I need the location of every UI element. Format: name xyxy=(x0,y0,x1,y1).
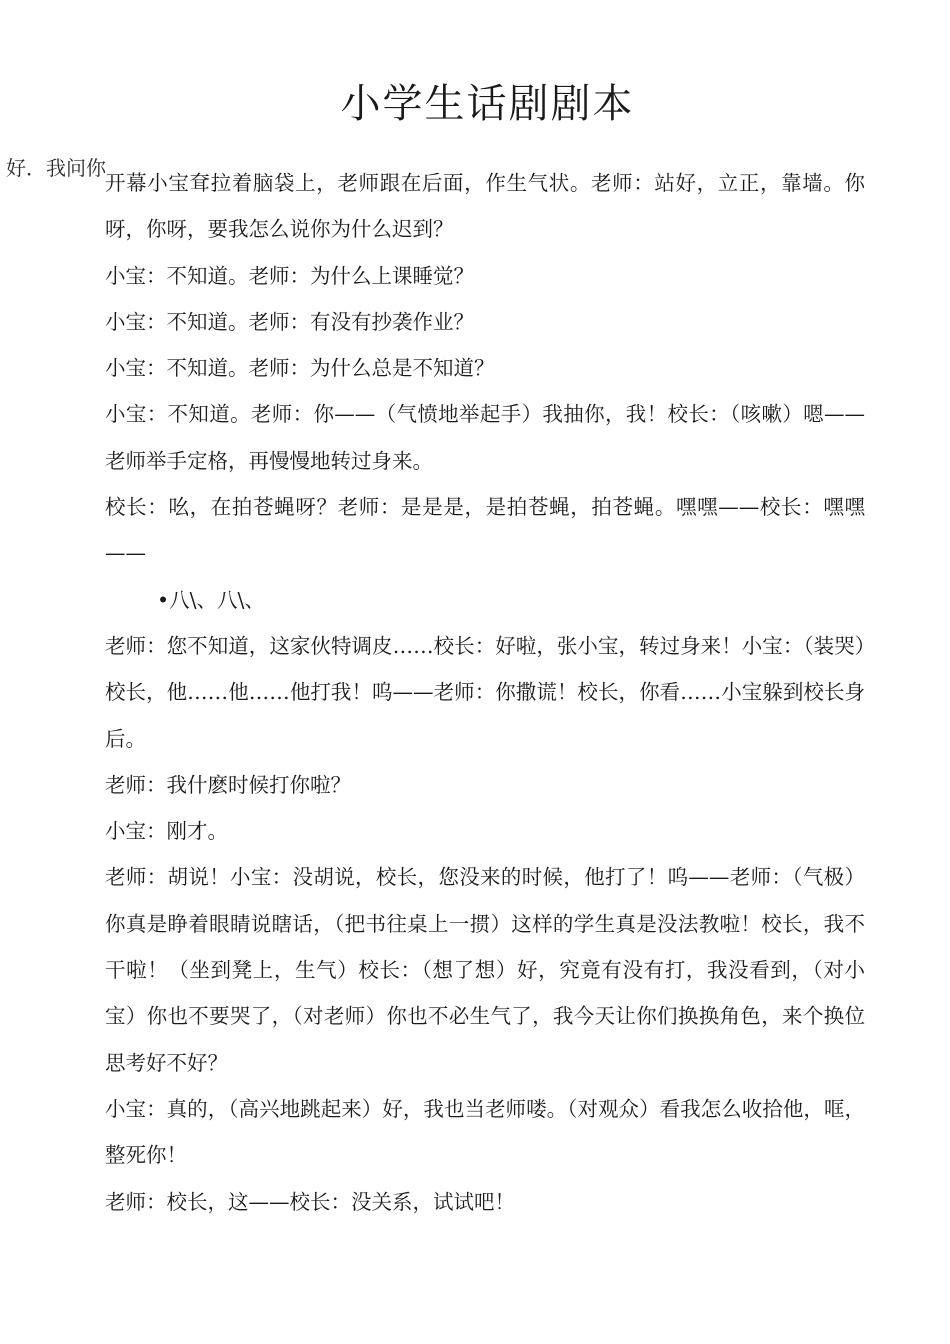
paragraph: 小宝：不知道。老师：你——（气愤地举起手）我抽你，我！校长：（咳嗽）嗯——老师举手定格，再慢慢地转过身来。 xyxy=(105,402,865,473)
paragraph: 小宝：刚才。 xyxy=(105,819,228,844)
paragraph: 老师：胡说！小宝：没胡说，校长，您没来的时候，他打了！呜——老师：（气极）你真是睁着眼睛说瞎话，（把书往桌上一掼）这样的学生真是没法教啦！校长，我不干啦！（坐到凳上，生气）校长：（想了想）好，究竟有没有打，我没看到，（对小宝）你也不要哭了，（对老师）你也不必生气了，我今天让你们换换角色，来个换位思考好不好？ xyxy=(105,865,865,1075)
paragraph: 校长：吆，在拍苍蝇呀？老师：是是是，是拍苍蝇，拍苍蝇。嘿嘿——校长：嘿嘿—— xyxy=(105,495,865,566)
paragraph: 开幕小宝耷拉着脑袋上，老师跟在后面，作生气状。老师：站好，立正，靠墙。你呀，你呀，要我怎么说你为什么迟到？ xyxy=(105,171,865,242)
paragraph: 老师：您不知道，这家伙特调皮……校长：好啦，张小宝，转过身来！小宝：（装哭）校长，他……他……他打我！呜——老师：你撒谎！校长，你看……小宝躲到校长身后。 xyxy=(105,633,865,751)
document-title: 小学生话剧剧本 xyxy=(340,81,635,127)
paragraph: 小宝：不知道。老师：有没有抄袭作业？ xyxy=(105,309,474,334)
bullet-line: •八\、八\、 xyxy=(157,587,265,612)
paragraph: 小宝：不知道。老师：为什么总是不知道？ xyxy=(105,356,495,381)
paragraph: 小宝：真的，（高兴地跳起来）好，我也当老师喽。（对观众）看我怎么收拾他，哐，整死你！ xyxy=(105,1096,865,1168)
paragraph: 小宝：不知道。老师：为什么上课睡觉？ xyxy=(105,263,474,288)
script-body xyxy=(105,160,865,1225)
paragraph: 老师：校长，这——校长：没关系，试试吧！ xyxy=(105,1189,515,1214)
stray-margin-text: 好．我问你 xyxy=(6,156,106,180)
paragraph: 老师：我什麽时候打你啦？ xyxy=(105,772,351,797)
